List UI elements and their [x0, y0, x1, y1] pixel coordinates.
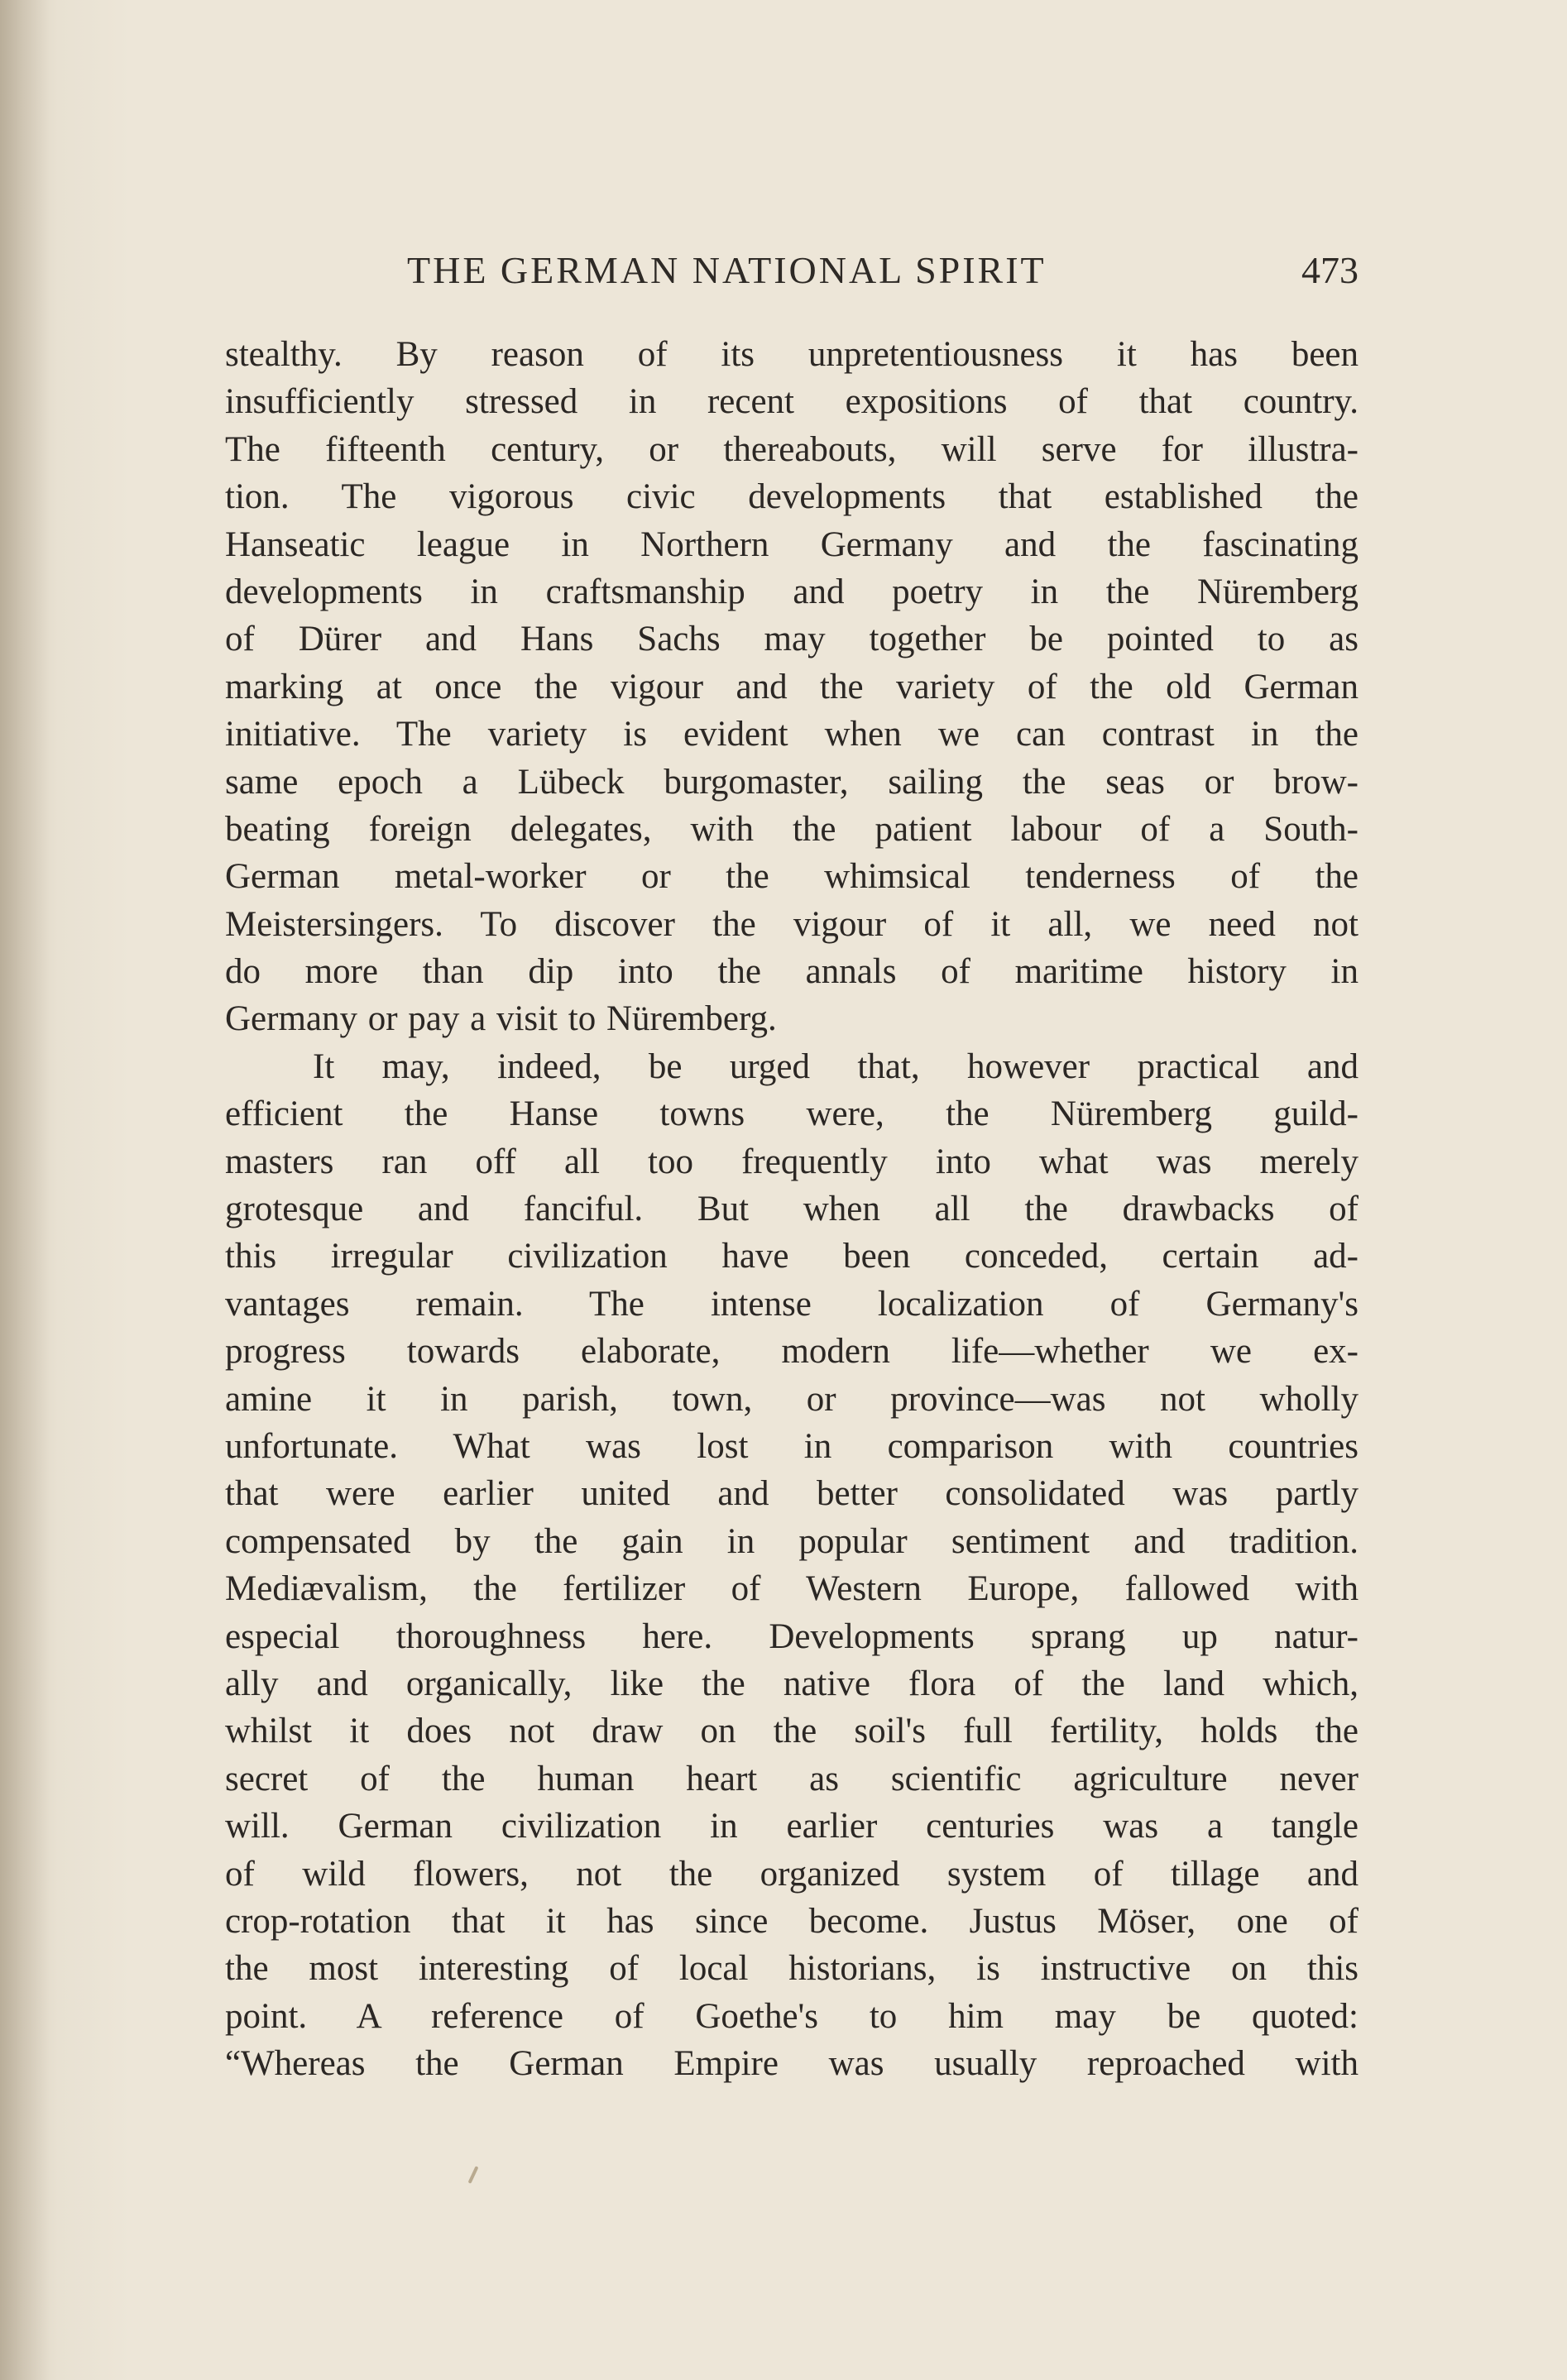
text-line: developments in craftsmanship and poetry in the Nüremberg: [225, 572, 1359, 611]
text-line: same epoch a Lübeck burgomaster, sailing the seas or brow-: [225, 762, 1359, 802]
text-line: secret of the human heart as scientific agriculture never: [225, 1759, 1359, 1798]
gutter-shadow: [0, 0, 50, 2380]
running-title: THE GERMAN NATIONAL SPIRIT: [407, 249, 1047, 291]
text-line: unfortunate. What was lost in comparison with countries: [225, 1426, 1359, 1466]
text-line: marking at once the vigour and the variety of the old German: [225, 667, 1359, 706]
text-line: compensated by the gain in popular sentiment and tradition.: [225, 1521, 1359, 1561]
paragraph-1: [225, 331, 1359, 1043]
text-line: this irregular civilization have been conceded, certain ad-: [225, 1237, 1359, 1276]
text-line: It may, indeed, be urged that, however practical and: [313, 1046, 1359, 1086]
text-line: progress towards elaborate, modern life—whether we ex-: [225, 1332, 1359, 1372]
text-line: vantages remain. The intense localization of Germany's: [225, 1284, 1359, 1324]
pencil-mark: [468, 2166, 479, 2184]
text-line: German metal-worker or the whimsical tenderness of the: [225, 857, 1359, 897]
paragraph-2: [225, 1043, 1359, 2088]
text-line: amine it in parish, town, or province—was not wholly: [225, 1379, 1359, 1419]
text-line: will. German civilization in earlier centuries was a tangle: [225, 1807, 1359, 1846]
text-line: initiative. The variety is evident when we can contrast in the: [225, 715, 1359, 754]
text-line: stealthy. By reason of its unpretentiousness it has been: [225, 335, 1359, 374]
text-line: tion. The vigorous civic developments that established the: [225, 477, 1359, 517]
running-head: [225, 242, 1359, 299]
body-text: [225, 331, 1359, 2087]
text-line: The fifteenth century, or thereabouts, will serve for illustra-: [225, 429, 1359, 469]
text-line: of Dürer and Hans Sachs may together be pointed to as: [225, 620, 1359, 659]
text-line: beating foreign delegates, with the patient labour of a South-: [225, 809, 1359, 849]
text-line: point. A reference of Goethe's to him may be quoted:: [225, 1996, 1359, 2036]
text-line: that were earlier united and better consolidated was partly: [225, 1474, 1359, 1514]
text-line: “Whereas the German Empire was usually reproached with: [225, 2044, 1359, 2084]
text-line: Meistersingers. To discover the vigour of it all, we need not: [225, 904, 1359, 944]
text-line: Germany or pay a visit to Nüremberg.: [225, 999, 777, 1039]
text-line: especial thoroughness here. Developments sprang up natur-: [225, 1616, 1359, 1656]
text-line: insufficiently stressed in recent expositions of that country.: [225, 382, 1359, 422]
text-line: Hanseatic league in Northern Germany and the fascinating: [225, 524, 1359, 564]
text-line: of wild flowers, not the organized system of tillage and: [225, 1854, 1359, 1894]
text-line: masters ran off all too frequently into what was merely: [225, 1142, 1359, 1181]
text-line: ally and organically, like the native flora of the land which,: [225, 1664, 1359, 1703]
text-line: do more than dip into the annals of maritime history in: [225, 952, 1359, 992]
text-line: whilst it does not draw on the soil's full fertility, holds the: [225, 1712, 1359, 1751]
text-line: the most interesting of local historians, is instructive on this: [225, 1949, 1359, 1989]
text-line: Mediævalism, the fertilizer of Western Europe, fallowed with: [225, 1569, 1359, 1609]
text-line: crop-rotation that it has since become. Justus Möser, one of: [225, 1901, 1359, 1941]
text-line: efficient the Hanse towns were, the Nüremberg guild-: [225, 1094, 1359, 1134]
page-number: 473: [1301, 249, 1359, 291]
text-line: grotesque and fanciful. But when all the drawbacks of: [225, 1190, 1359, 1229]
